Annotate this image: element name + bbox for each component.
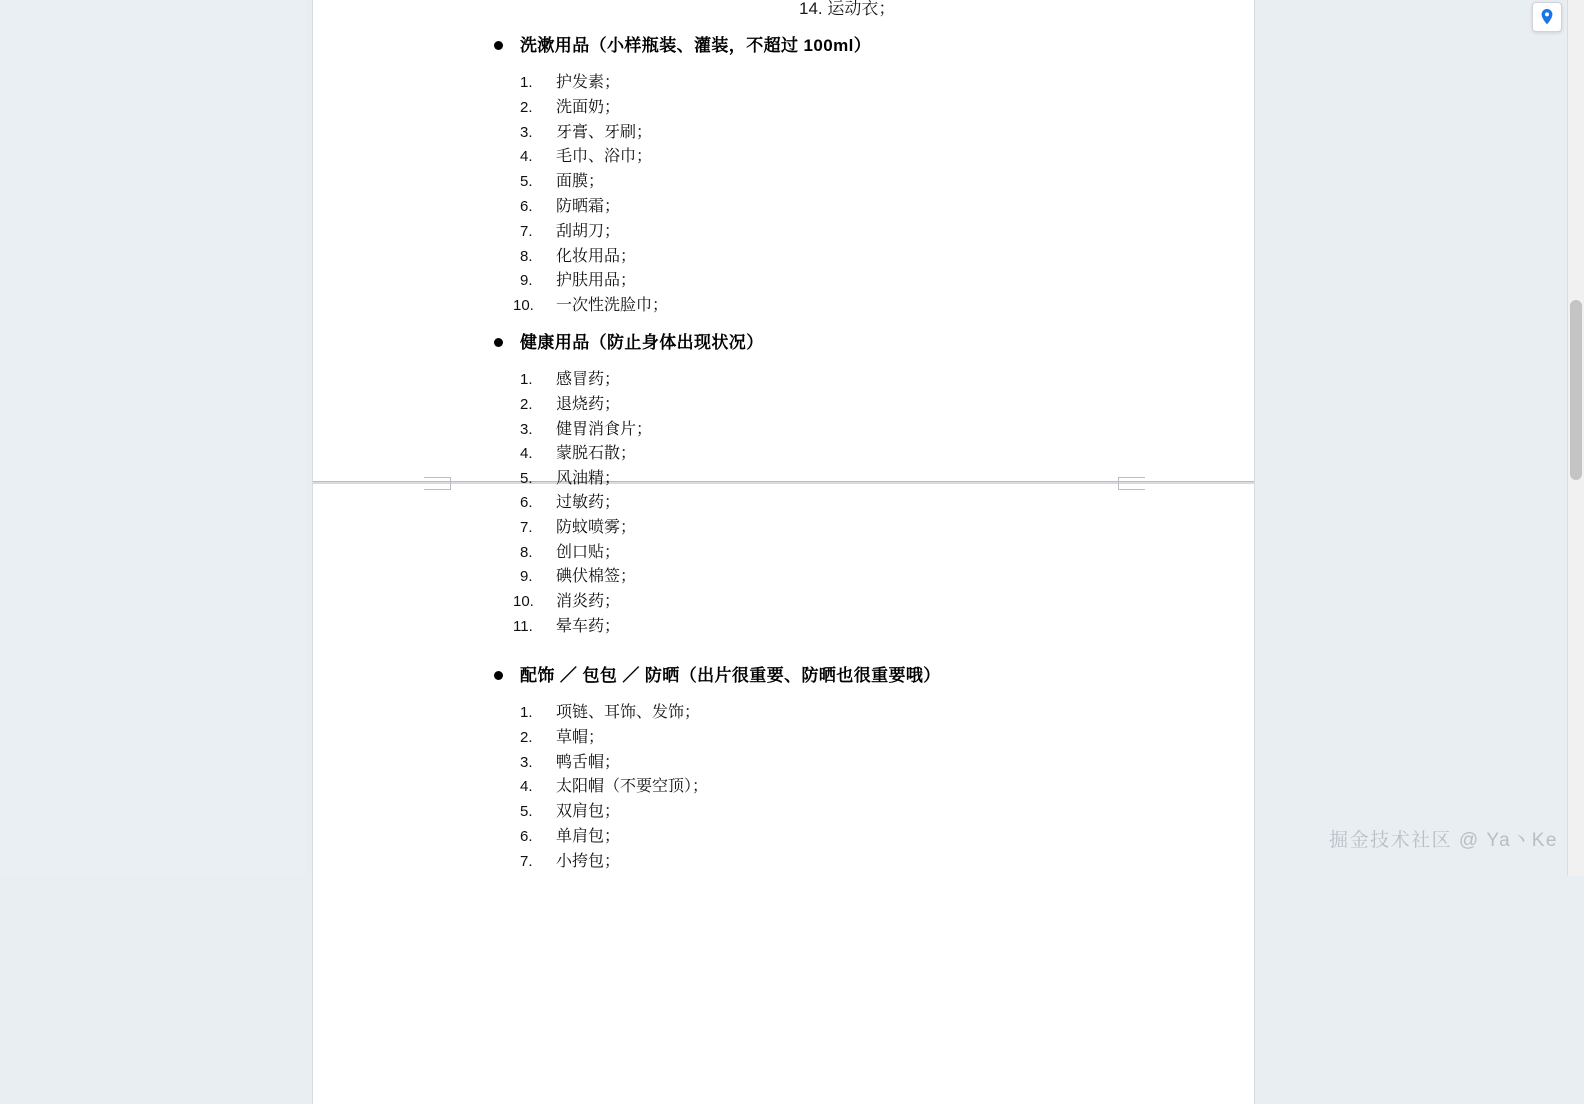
section-heading-text: 洗漱用品（小样瓶装、灌装，不超过 100ml） <box>520 36 872 55</box>
bullet-dot-icon <box>494 338 503 347</box>
list-item: 3. 牙膏、牙刷； <box>520 123 653 141</box>
section-heading-text: 健康用品（防止身体出现状况） <box>520 333 764 352</box>
list-item: 1. 护发素； <box>520 74 621 91</box>
section-heading <box>313 34 1254 58</box>
list-item: 5. 风油精； <box>520 470 621 488</box>
bullet-dot-icon <box>494 41 503 50</box>
list-item: 1. 感冒药； <box>520 371 621 388</box>
section-accessories <box>313 664 1254 875</box>
list-item: 1. 项链、耳饰、发饰； <box>520 704 701 721</box>
list-item: 7. 刮胡刀； <box>520 222 621 240</box>
list-item: 6. 单肩包； <box>520 827 621 845</box>
section-item-list <box>313 71 1254 319</box>
section-toiletries <box>313 34 1254 319</box>
list-item: 3. 健胃消食片； <box>520 420 653 438</box>
map-pin-icon <box>1539 8 1555 26</box>
list-item: 9. 护肤用品； <box>520 272 637 290</box>
map-pin-button[interactable] <box>1532 2 1562 32</box>
list-item: 5. 双肩包； <box>520 803 621 821</box>
list-item: 7. 防蚊喷雾； <box>520 518 637 536</box>
list-item: 8. 化妆用品； <box>520 247 637 265</box>
list-item: 5. 面膜； <box>520 173 605 191</box>
section-heading <box>313 664 1254 688</box>
list-item: 4. 太阳帽（不要空顶）； <box>520 778 709 796</box>
list-item: 10. 消炎药； <box>513 593 621 611</box>
section-heading <box>313 331 1254 355</box>
section-heading-text: 配饰 ／ 包包 ／ 防晒（出片很重要、防晒也很重要哦） <box>520 666 941 685</box>
list-item: 2. 退烧药； <box>520 395 621 413</box>
document-content <box>313 0 1254 876</box>
bullet-dot-icon <box>494 671 503 680</box>
vertical-scrollbar[interactable] <box>1567 0 1584 876</box>
list-item: 11. 晕车药； <box>513 617 621 635</box>
page-gutter-right <box>1254 0 1584 876</box>
list-item: 4. 蒙脱石散； <box>520 445 637 463</box>
section-item-list <box>313 491 1254 640</box>
scrollbar-thumb[interactable] <box>1570 300 1582 480</box>
list-item: 9. 碘伏棉签； <box>520 568 637 586</box>
section-health-continued <box>313 491 1254 640</box>
watermark-text: 掘金技术社区 @ Ya丶Ke <box>1329 830 1558 851</box>
page-gutter-left <box>0 0 313 876</box>
list-item: 2. 洗面奶； <box>520 98 621 116</box>
list-item: 3. 鸭舌帽； <box>520 753 621 771</box>
list-item: 7. 小挎包； <box>520 852 621 870</box>
section-item-list <box>313 368 1254 492</box>
list-item: 2. 草帽； <box>520 728 605 746</box>
section-health <box>313 331 1254 492</box>
list-item: 6. 防晒霜； <box>520 197 621 215</box>
section-item-list <box>313 701 1254 875</box>
list-item: 8. 创口贴； <box>520 543 621 561</box>
list-item: 6. 过敏药； <box>520 494 621 511</box>
list-item: 10. 一次性洗脸巾； <box>513 297 669 315</box>
page-gutter-left-inner <box>0 0 305 876</box>
clipped-line-top: 14. 运动衣； <box>799 0 896 18</box>
list-item: 4. 毛巾、浴巾； <box>520 148 653 166</box>
